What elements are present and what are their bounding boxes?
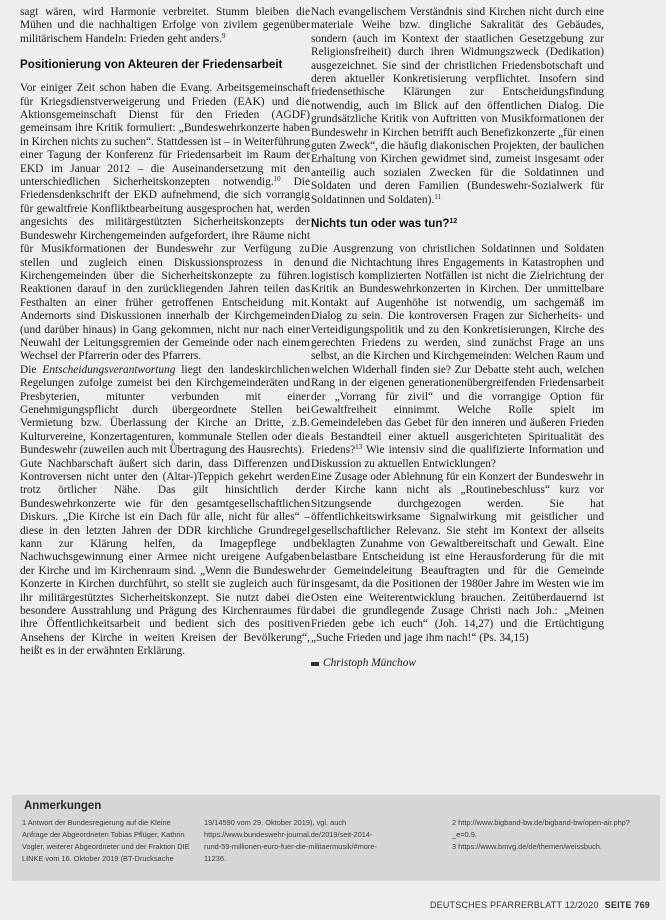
footnote-1-continued: 19/14590 vom 29. Oktober 2019), vgl. auch https://www.bundeswehr-journal.de/2019/seit-2014-rund-59-millionen-euro-fuer-die-militaermusik/#more-11236. — [204, 818, 377, 863]
footnotes-box — [12, 795, 660, 881]
footnote-ref: 10 — [273, 175, 281, 184]
footnote-ref: 13 — [355, 443, 363, 452]
paragraph-1-text-a: Vor einiger Zeit schon haben die Evang. Arbeitsgemeinschaft für Kriegsdienstverweigerung und Frieden (EAK) und die Aktionsgemeinschaft Dienst für den Frieden (AGDF) gemeinsam ihre Kritik formuliert: „Bundeswehrkonzerte haben in Kirchen nichts zu suchen“. Stattdessen ist – in Weiterführung einer Tagung der Konferenz für Friedensarbeit im Raum der EKD im Januar 2012 – die Auseinandersetzung mit den unterschiedlichen Sicherheitskonzepten notwendig. — [20, 82, 310, 189]
right-column — [311, 6, 604, 671]
footnotes-title: Anmerkungen — [24, 800, 102, 812]
right-paragraph-2 — [311, 243, 604, 471]
author-name: Christoph Münchow — [323, 657, 416, 670]
right-paragraph-1 — [311, 6, 604, 207]
author-signature — [311, 657, 604, 670]
paragraph-2-emphasis: Entscheidungsverantwortung — [42, 363, 176, 376]
section-heading-nichts-tun — [311, 217, 604, 231]
section-heading-positionierung: Positionierung von Akteuren der Friedensarbeit — [20, 58, 283, 72]
footnote-ref: 11 — [434, 192, 441, 201]
paragraph-3: Gute Nachbarschaft äußert sich darin, dass Differenzen und Kontroversen nicht unter den (Altar-)Teppich gekehrt werden trotz örtlicher Nähe. Das gilt hinsichtlich der Bundeswehrkonzerte wie für den gesamtgesellschaftlichen Diskurs. „Die Kirche ist ein Dach für alle, nicht für alles“ – diese in den letzten Jahren der DDR kirchliche Grundregel kann zur Klärung helfen, da Imagepflege und Nachwuchsgewinnung einer Armee nicht ureigene Aufgaben der Kirche und im Kirchenraum sind. „Wenn die Bundeswehr Konzerte in Kirchen durchführt, so stellt sie zugleich auch für ihr militärgestütztes Sicherheitskonzept. Sie nutzt dabei die besondere Ausstrahlung und Prägung des Kirchenraumes für ihre Öffentlichkeitsarbeit und bedient sich des positiven Ansehens der Kirche in weiten Kreisen der Bevölkerung“, heißt es in der erwähnten Erklärung. — [20, 457, 310, 658]
footnotes-2-3 — [452, 817, 652, 853]
heading-text: Nichts tun oder was tun? — [311, 217, 450, 231]
footnote-ref: 9 — [221, 31, 226, 40]
page-footer — [430, 900, 650, 910]
intro-paragraph — [20, 6, 310, 46]
right-paragraph-2-text-b: Wie intensiv sind die qualifizierte Information und Diskussion zu aktuellen Entwicklungen? — [311, 444, 604, 470]
left-column — [20, 6, 310, 659]
right-paragraph-1-text: Nach evangelischem Verständnis sind Kirchen nicht durch eine materiale Weihe bzw. dingliche Sakralität des Gebäudes, sondern (auch im Kontext der staatlichen Gesetzgebung zur Religionsfreiheit) durch ihren Widmungszweck (Dedikation) ausgezeichnet. Sie sind der christlichen Friedensbotschaft und deren aktueller Konkretisierung verpflichtet. Insofern sind friedensethische Klärungen zur Entscheidungsfindung notwendig, auch im Blick auf den öffentlichen Dialog. Die grundsätzliche Kritik von Auftritten von Musikformationen der Bundeswehr in Kirchen betrifft auch Benefizkonzerte „für einen guten Zweck“, die häufig diakonischen Projekten, der baulichen Erhaltung von Kirchen gewidmet sind, zumeist insgesamt oder anteilig auch sozialen Zwecken für die Soldatinnen und Soldaten und deren Familien (Bundeswehr-Sozialwerk für Soldatinnen und Soldaten). — [311, 6, 604, 206]
right-paragraph-3: Eine Zusage oder Ablehnung für ein Konzert der Bundeswehr in der Kirche kann nicht als „Routinebeschluss“ kurz vor Sitzungsende durchgezogen werden. Sie hat öffentlichkeitswirksame Signalwirkung mit geistlicher und gesellschaftlicher Relevanz. Sie steht im Kontext der allseits beklagten Zunahme von Gewaltbereitschaft und Gewalt. Eine belastbare Entscheidung ist eine Herausforderung für die mit der Gemeindeleitung Beauftragten und für die Gemeinde insgesamt, da die Positionen der 1980er Jahre im Westen wie im Osten eine Weiterentwicklung brauchen. Zeitüberdauernd ist dabei die grundlegende Zusage Christi nach Joh.: „Meinen Frieden gebe ich euch“ (Joh. 14,27) und die Ertüchtigung „Suche Frieden und jage ihm nach!“ (Ps. 34,15) — [311, 471, 604, 644]
footnote-3: 3 https://www.bmvg.de/de/themen/weissbuch. — [452, 842, 602, 851]
page-number: SEITE 769 — [604, 900, 650, 910]
paragraph-1-text-b: Die Friedensdenkschrift der EKD aufnehmend, die sich vorrangig für gewaltfreie Konfliktbearbeitung ausgesprochen hat, werden angesichts des militärgestützten Sicherheitskonzepts der Bundeswehr Kirchengemeinden aufgefordert, ihre Räume nicht für Musikformationen der Bundeswehr zur Verfügung zu stellen und zugleich einen Diskussionsprozess in den Kirchengemeinden über die Sicherheitskonzepte zu führen. Reaktionen darauf in den zurückliegenden Jahren teilen das Festhalten an einer früher getroffenen Entscheidung mit. Andernorts sind Diskussionen innerhalb der Kirchgemeinden (und darüber hinaus) in Gang gekommen, nicht nur nach einer Neuwahl der Leitungsgremien der Gemeinde oder nach einem Wechsel der Pfarrerin oder des Pfarrers. — [20, 176, 310, 363]
right-paragraph-2-text-a: Die Ausgrenzung von christlichen Soldatinnen und Soldaten und die Nichtachtung ihres Engagements in Katastrophen und logistisch komplizierten Notfällen ist nicht die Zielrichtung der Kritik an Bundeswehrkonzerten in Kirchen. Der unmittelbare Kontakt auf Augenhöhe ist notwendig, um sachgemäß im Dialog zu sein. Die kontroversen Fragen zur Sicherheits- und Verteidigungspolitik und zu den Konkretisierungen, Kirche des gerechten Friedens zu werden, sind zunächst Frage an uns selbst, an die Kirchen und Kirchgemeinden: Welchen Raum und welchen Widerhall finden sie? Zur Debatte steht auch, welchen Rang in der eigenen generationenübergreifenden Friedensarbeit der „Vorrang für zivil“ und die vorrangige Option für Gewaltfreiheit einnimmt. Welche Rolle spielt im Gemeindeleben das Gebet für den inneren und äußeren Frieden als Bestandteil einer aktuell ausgerichteten Spiritualität des Friedens? — [311, 243, 604, 457]
paragraph-2 — [20, 364, 310, 458]
publication-name: DEUTSCHES PFARRERBLATT 12/2020 — [429, 900, 599, 910]
footnote-ref: 12 — [449, 218, 458, 226]
footnote-2: 2 http://www.bigband-bw.de/bigband-bw/open-air.php?_e=0.9. — [452, 818, 630, 839]
paragraph-2-prefix: Die — [20, 363, 43, 376]
intro-text: sagt wären, wird Harmonie verbreitet. Stumm bleiben die Mühen und die nachhaltigen Erfolge von zivilem gegenüber militärischem Handeln: Frieden geht anders. — [20, 6, 310, 45]
signature-bar — [311, 662, 319, 666]
paragraph-1 — [20, 82, 310, 364]
paragraph-2-text: liegt den landeskirchlichen Regelungen zufolge zumeist bei den Kirchgemeinderäten und Presbyterien, mitunter verbunden mit einer Genehmigungspflicht durch übergeordnete Stellen bei Vermietung bzw. Überlassung der Kirche an Dritte, z.B. Kulturvereine, Konzertagenturen, kommunale Stellen oder die Bundeswehr (zuweilen auch mit Übertragung des Hausrechts). — [20, 363, 310, 457]
footnote-1: 1 Antwort der Bundesregierung auf die Kleine Anfrage der Abgeordneten Tobias Pflüger, Kathrin Vogler, weiterer Abgeordneter und der Fraktion DIE LINKE vom 16. Oktober 2019 (BT-Drucksache — [22, 818, 190, 863]
